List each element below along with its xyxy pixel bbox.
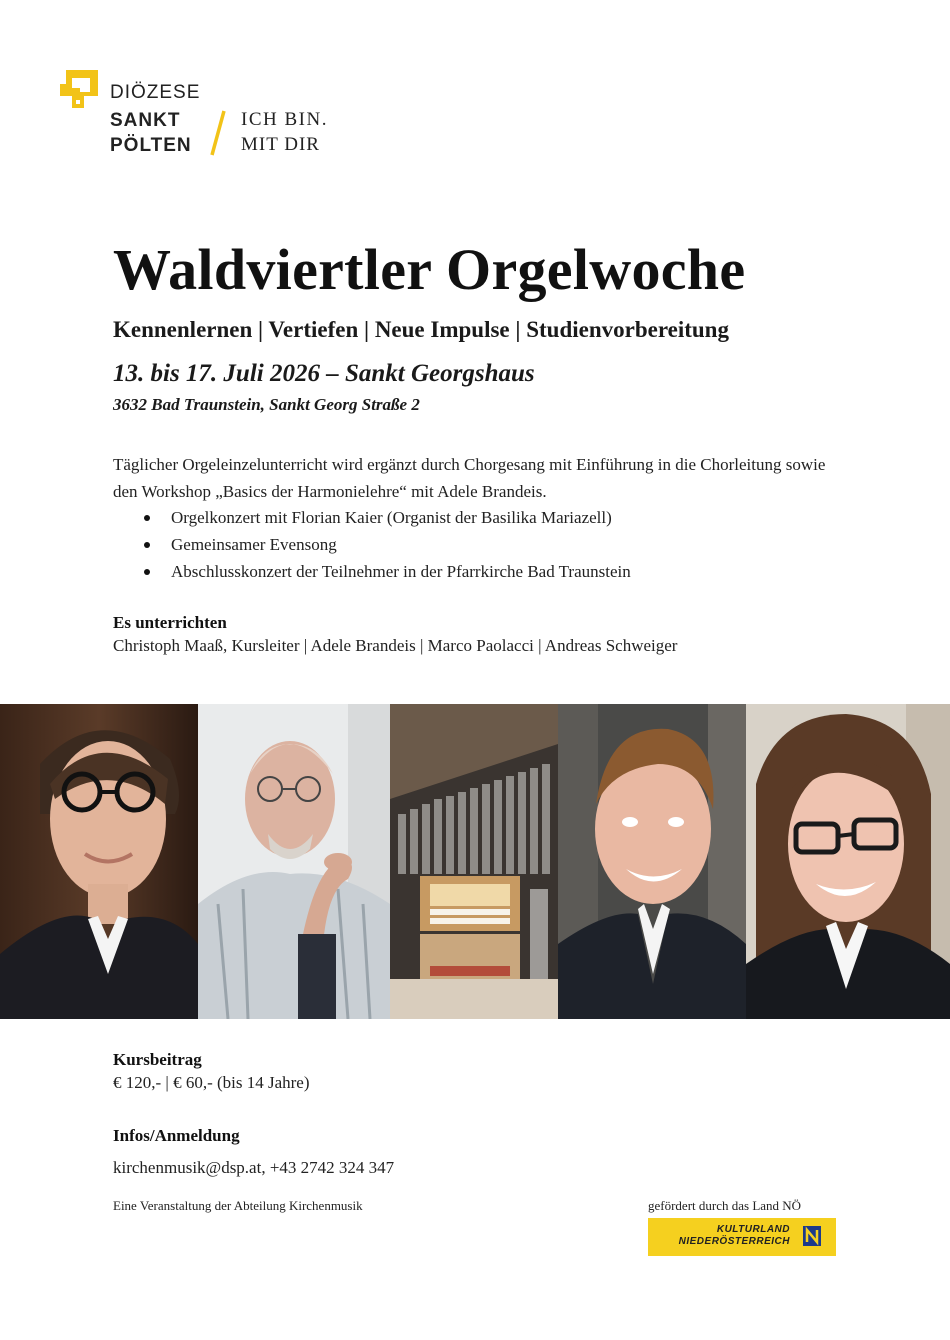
organ-console — [390, 704, 558, 1019]
program-item: Gemeinsamer Evensong — [113, 531, 833, 558]
info-heading: Infos/Anmeldung — [113, 1126, 240, 1145]
claim-line-1: ICH BIN. — [241, 109, 328, 130]
teachers-names: Christoph Maaß, Kursleiter | Adele Brandeis | Marco Paolacci | Andreas Schweiger — [113, 636, 678, 655]
program-item: Orgelkonzert mit Florian Kaier (Organist der Basilika Mariazell) — [113, 504, 833, 531]
slash-divider-icon — [208, 110, 228, 156]
logo-text-polten: PÖLTEN — [110, 135, 192, 156]
program-item: Abschlusskonzert der Teilnehmer in der Pfarrkirche Bad Traunstein — [113, 558, 833, 585]
cross-logo-icon — [58, 68, 100, 110]
event-dateline: 13. bis 17. Juli 2026 – Sankt Georgshaus — [113, 360, 535, 387]
contact-info[interactable]: kirchenmusik@dsp.at, +43 2742 324 347 — [113, 1158, 395, 1177]
portrait-man-glasses — [0, 704, 198, 1019]
event-address: 3632 Bad Traunstein, Sankt Georg Straße 2 — [113, 395, 420, 414]
fee-value: € 120,- | € 60,- (bis 14 Jahre) — [113, 1073, 310, 1092]
logo-text-sankt: SANKT — [110, 110, 181, 131]
portrait-woman-glasses — [746, 704, 950, 1019]
kulturland-badge-line2: NIEDERÖSTERREICH — [678, 1236, 790, 1247]
event-subtitle: Kennenlernen | Vertiefen | Neue Impulse | Studienvorbereitung — [113, 317, 729, 342]
fee-heading: Kursbeitrag — [113, 1050, 202, 1069]
kulturland-badge-line1: KULTURLAND — [716, 1224, 790, 1235]
photo-strip — [0, 704, 950, 1019]
funding-note: gefördert durch das Land NÖ — [648, 1198, 802, 1213]
portrait-young-man-smiling — [558, 704, 746, 1019]
kulturland-badge — [648, 1218, 836, 1256]
event-title: Waldviertler Orgelwoche — [113, 237, 746, 302]
description-intro: Täglicher Orgeleinzelunterricht wird ergänzt durch Chorgesang mit Einführung in die Chorleitung sowie den Workshop „Basics der Harmonielehre“ mit Adele Brandeis. — [113, 455, 826, 501]
logo-text-diozese: DIÖZESE — [110, 82, 201, 103]
claim-line-2: MIT DIR — [241, 134, 320, 155]
organizer-note: Eine Veranstaltung der Abteilung Kirchenmusik — [113, 1198, 363, 1213]
program-list — [113, 504, 833, 585]
teachers-heading: Es unterrichten — [113, 613, 227, 632]
noe-emblem-icon — [802, 1225, 822, 1247]
portrait-older-man-gesturing — [198, 704, 390, 1019]
